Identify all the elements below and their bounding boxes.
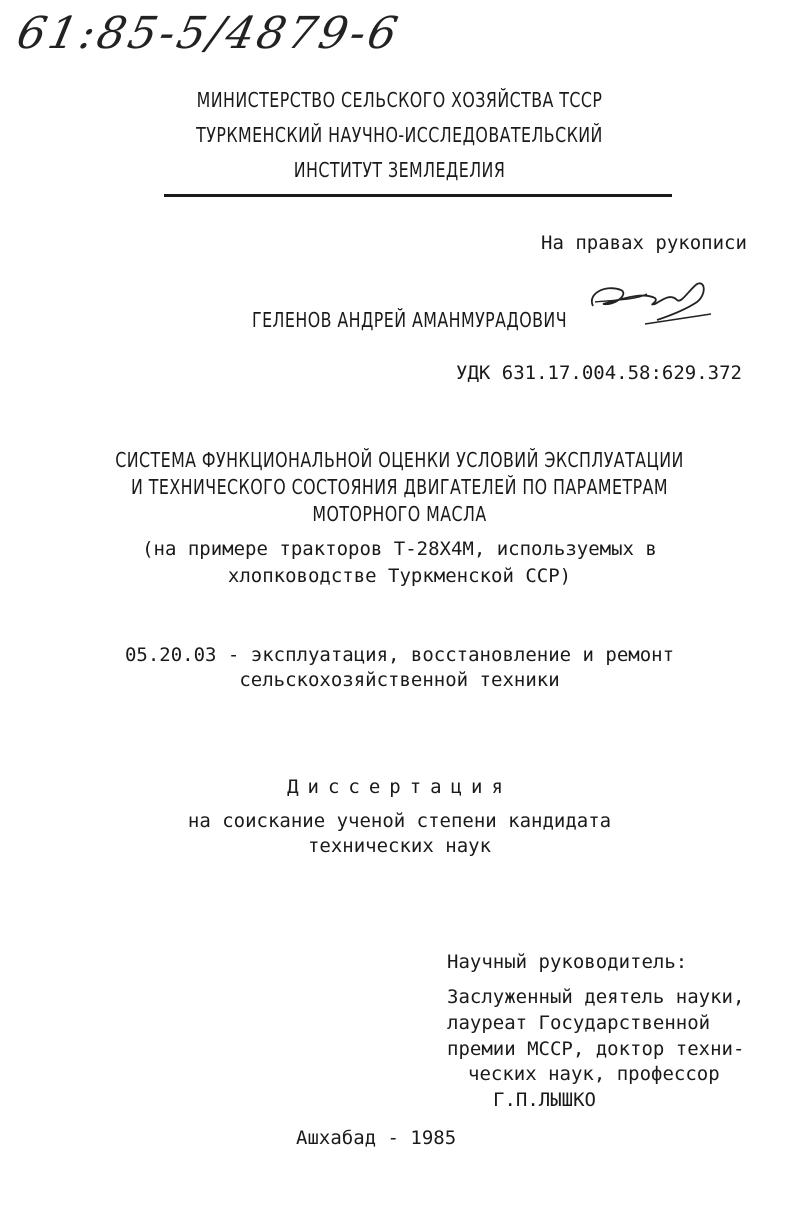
degree-line-2: технических наук xyxy=(307,835,492,857)
institute-name-line2: ИНСТИТУТ ЗЕМЛЕДЕЛИЯ xyxy=(293,158,506,182)
degree-line-1: на соискание ученой степени кандидата xyxy=(187,810,612,832)
supervisor-title-line-3: премии МССР, доктор техни- xyxy=(447,1038,745,1060)
supervisor-name: Г.П.ЛЫШКО xyxy=(493,1089,596,1111)
title-line-3: МОТОРНОГО МАСЛА xyxy=(312,502,487,526)
manuscript-rights-note: На правах рукописи xyxy=(541,232,747,254)
place-and-year: Ашхабад - 1985 xyxy=(296,1127,457,1149)
supervisor-title-line-1: Заслуженный деятель науки, xyxy=(447,986,745,1008)
header-divider xyxy=(164,194,672,197)
institute-name-line1: ТУРКМЕНСКИЙ НАУЧНО-ИССЛЕДОВАТЕЛЬСКИЙ xyxy=(196,123,603,147)
udk-code: УДК 631.17.004.58:629.372 xyxy=(456,362,742,384)
supervisor-label: Научный руководитель: xyxy=(447,951,688,973)
ministry-name: МИНИСТЕРСТВО СЕЛЬСКОГО ХОЗЯЙСТВА ТССР xyxy=(196,88,603,112)
title-subtitle-line-2: хлопководстве Туркменской ССР) xyxy=(227,565,572,587)
archive-handwritten-number: 61:85-5/4879-6 xyxy=(12,8,405,59)
author-signature xyxy=(585,276,725,336)
specialty-line-1: 05.20.03 - эксплуатация, восстановление и ремонт xyxy=(124,644,675,666)
title-subtitle-line-1: (на примере тракторов Т-28Х4М, используемых в xyxy=(142,538,657,560)
author-name: ГЕЛЕНОВ АНДРЕЙ АМАНМУРАДОВИЧ xyxy=(252,308,568,332)
title-line-2: И ТЕХНИЧЕСКОГО СОСТОЯНИЯ ДВИГАТЕЛЕЙ ПО ПАРАМЕТРАМ xyxy=(131,475,668,499)
document-type: Диссертация xyxy=(287,776,512,798)
supervisor-title-line-2: лауреат Государственной xyxy=(447,1012,711,1034)
specialty-line-2: сельскохозяйственной техники xyxy=(239,669,560,691)
supervisor-title-line-4: ческих наук, профессор xyxy=(468,1063,720,1085)
title-line-1: СИСТЕМА ФУНКЦИОНАЛЬНОЙ ОЦЕНКИ УСЛОВИЙ ЭКСПЛУАТАЦИИ xyxy=(115,448,684,472)
